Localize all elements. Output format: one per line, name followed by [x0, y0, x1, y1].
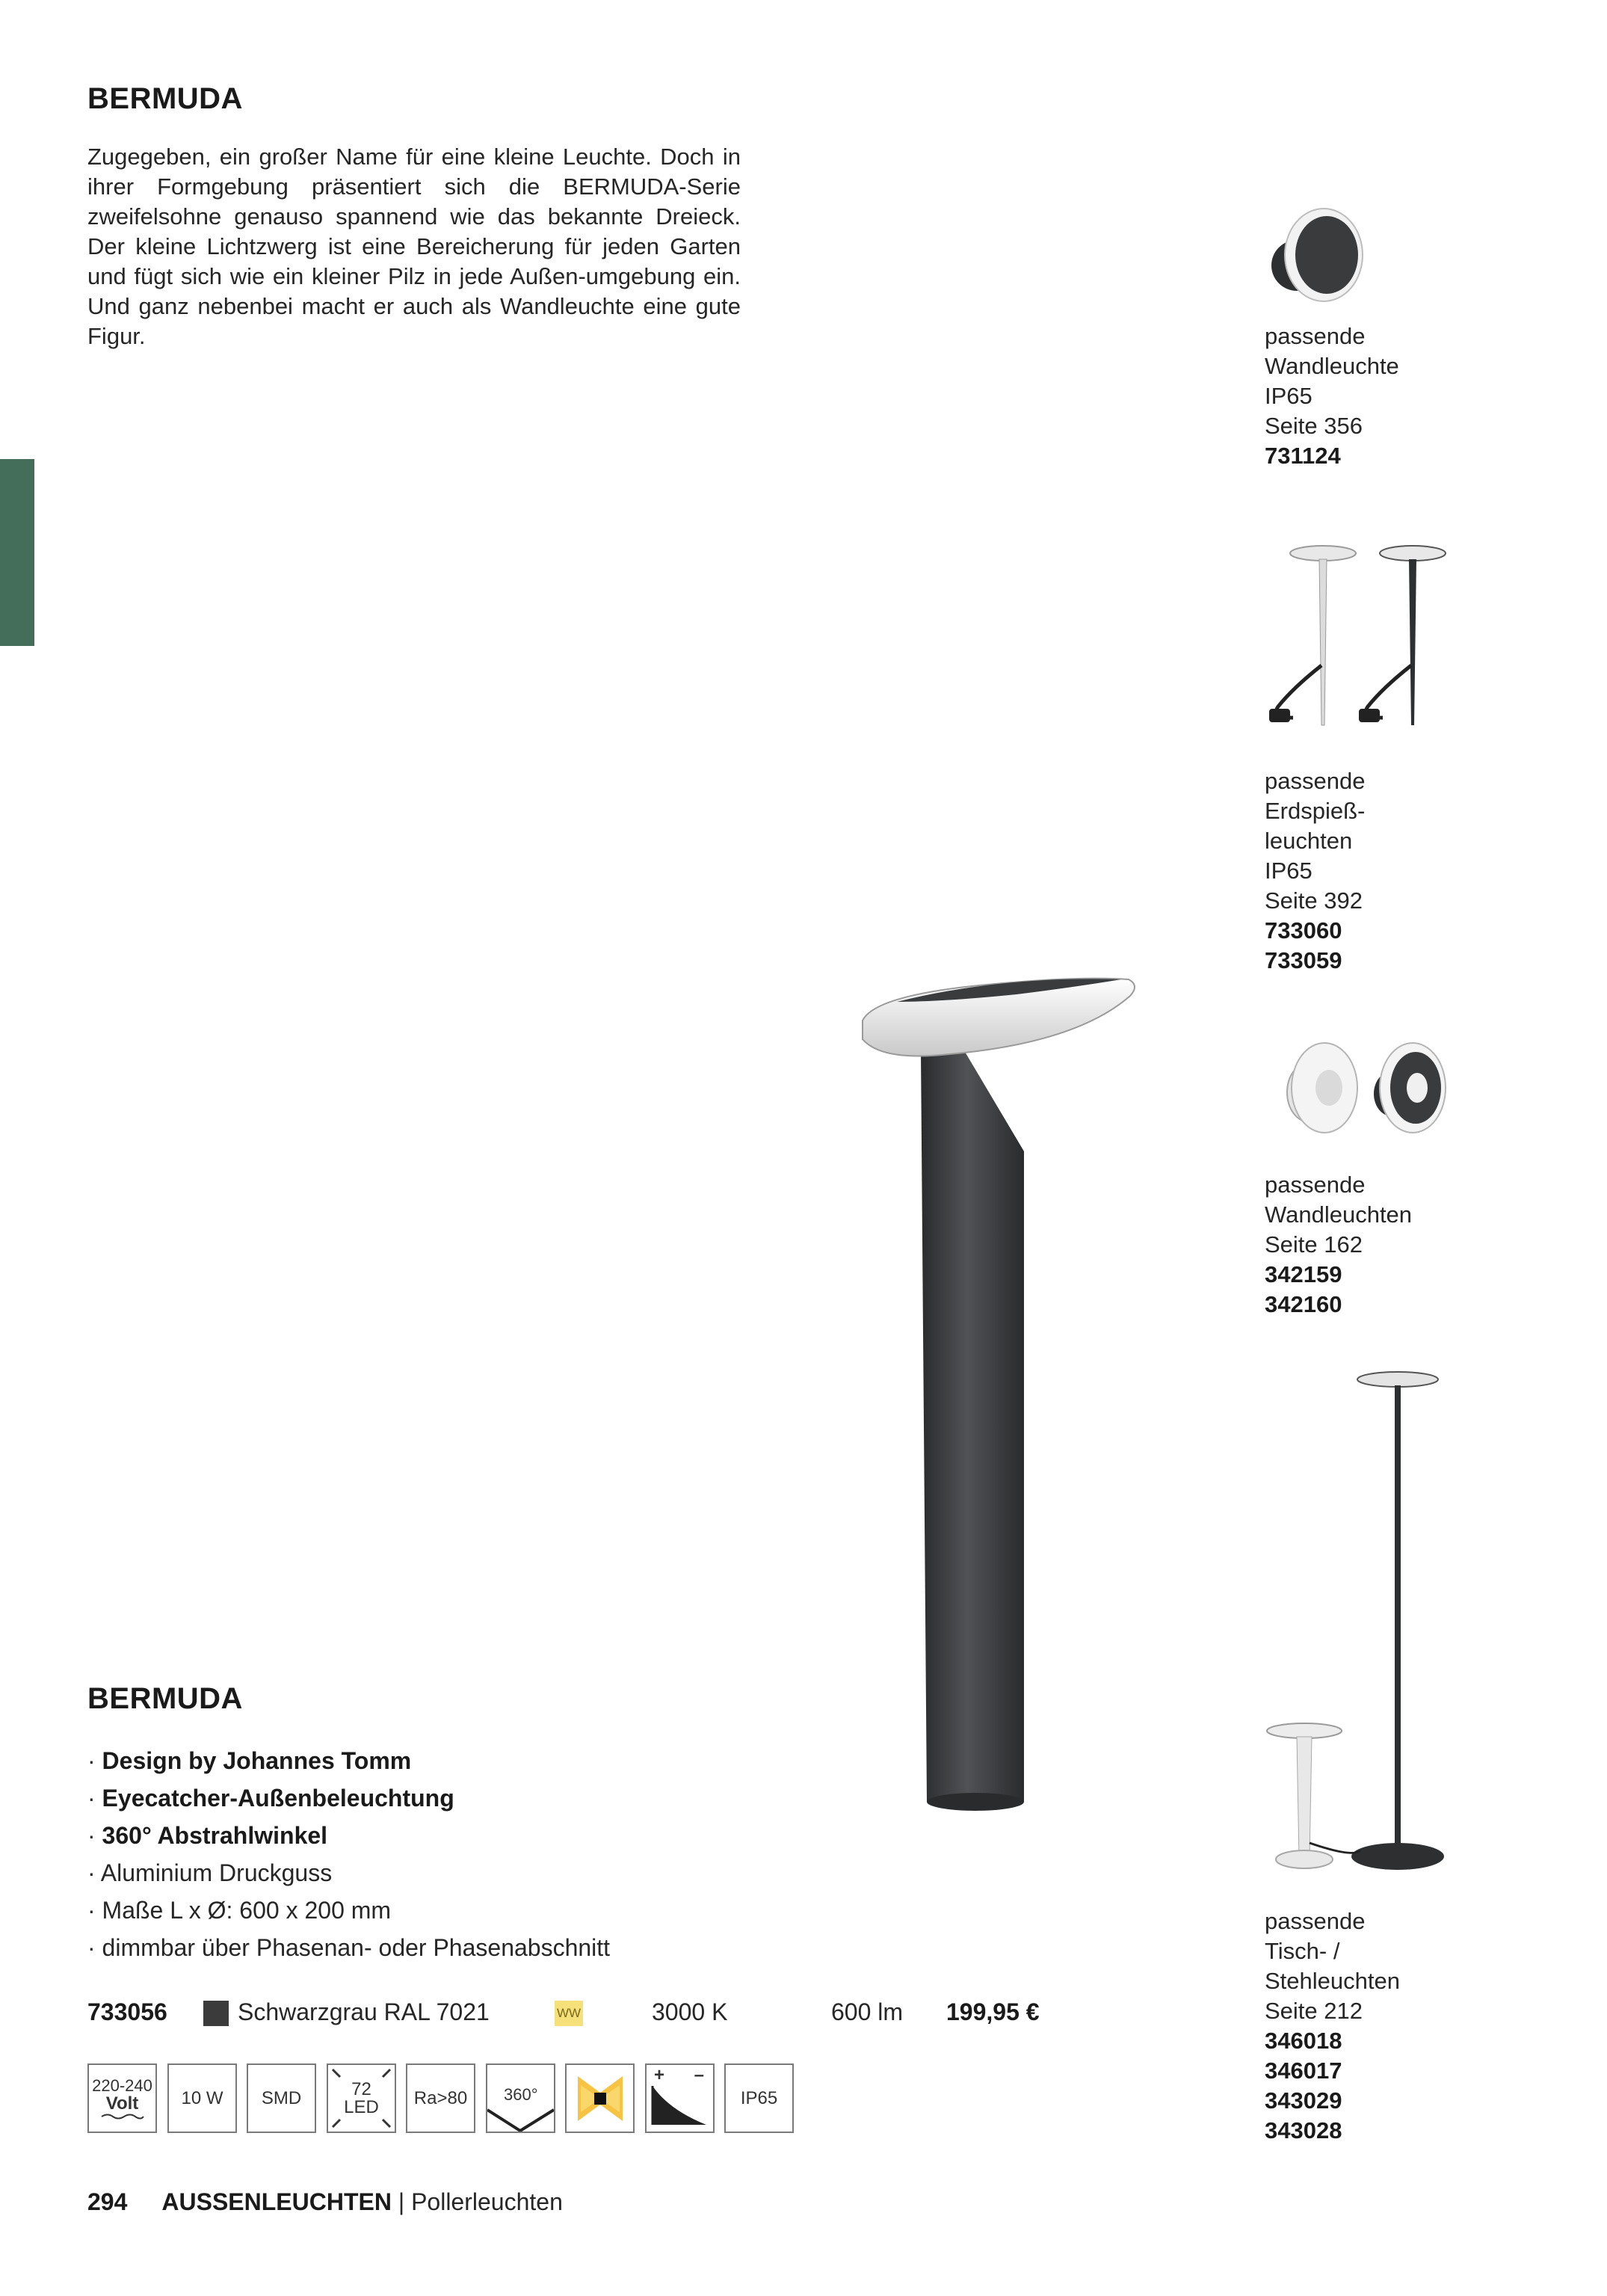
accessory-line: passende [1265, 1908, 1366, 1934]
accessory-article-number: 731124 [1265, 443, 1341, 469]
accessory-line: leuchten [1265, 828, 1353, 854]
warm-white-badge: WW [555, 2001, 583, 2026]
accessory-line: Seite 212 [1265, 1998, 1363, 2024]
feature-list [87, 1742, 610, 1966]
luminous-flux: 600 lm [831, 1998, 904, 2025]
accessory-line: Erdspieß- [1265, 798, 1366, 824]
table-floor-lights-image [1263, 1364, 1465, 1880]
accessory-table-floor-lights [1265, 1906, 1400, 2146]
accessory-line: Seite 162 [1265, 1231, 1363, 1258]
accessory-article-number: 733059 [1265, 947, 1342, 973]
accessory-article-number: 346017 [1265, 2058, 1342, 2084]
accessory-line: IP65 [1265, 383, 1313, 409]
beam-angle-icon: 360° [486, 2063, 555, 2133]
light-distribution-icon [565, 2063, 635, 2133]
accessory-line: Wandleuchte [1265, 353, 1399, 379]
wall-light-image [1267, 206, 1364, 307]
accessory-article-number: 342160 [1265, 1291, 1342, 1317]
led-count-icon: 72 LED [327, 2063, 396, 2133]
smd-icon: SMD [247, 2063, 316, 2133]
accessory-line: Seite 392 [1265, 887, 1363, 914]
accessory-wall-lights [1265, 1170, 1412, 1320]
wall-lights-pair-image [1271, 1035, 1450, 1140]
feature-item: · dimmbar über Phasenan- oder Phasenabschnitt [87, 1934, 611, 1961]
accessory-article-number: 343028 [1265, 2117, 1342, 2143]
accessory-line: passende [1265, 768, 1366, 794]
footer-separator: | [398, 2188, 405, 2215]
chapter-tab-marker [0, 459, 34, 646]
voltage-icon: 220-240 Volt [87, 2063, 157, 2133]
accessory-article-number: 343029 [1265, 2087, 1342, 2114]
accessory-wall-light [1265, 321, 1399, 471]
spec-row [0, 1993, 1084, 2031]
color-temperature: 3000 K [652, 1998, 728, 2025]
accessory-line: passende [1265, 1172, 1366, 1198]
accessory-line: Seite 356 [1265, 413, 1363, 439]
accessory-article-number: 342159 [1265, 1261, 1342, 1287]
accessory-line: IP65 [1265, 858, 1313, 884]
accessory-ground-spike-lights [1265, 766, 1365, 976]
feature-item: · Maße L x Ø: 600 x 200 mm [87, 1897, 392, 1924]
feature-item: · 360° Abstrahlwinkel [87, 1822, 328, 1849]
section-name: AUSSENLEUCHTEN [161, 2188, 392, 2215]
accessory-line: Stehleuchten [1265, 1968, 1400, 1994]
accessory-line: passende [1265, 323, 1366, 349]
ground-spike-lights-image [1263, 538, 1458, 740]
accessory-article-number: 733060 [1265, 917, 1342, 944]
page-number: 294 [87, 2188, 128, 2215]
price: 199,95 € [946, 1998, 1040, 2025]
wattage-icon: 10 W [167, 2063, 237, 2133]
bollard-light-image [852, 950, 1151, 1832]
color-rendering-icon: Ra>80 [406, 2063, 475, 2133]
ip-rating-icon: IP65 [724, 2063, 794, 2133]
accessory-line: Wandleuchten [1265, 1201, 1413, 1228]
color-name: Schwarzgrau RAL 7021 [238, 1998, 490, 2025]
subsection-name: Pollerleuchten [411, 2188, 563, 2215]
dimmable-icon: + – [645, 2063, 715, 2133]
feature-item: · Eyecatcher-Außenbeleuchtung [87, 1785, 454, 1812]
article-number: 733056 [87, 1998, 167, 2025]
feature-item: · Design by Johannes Tomm [87, 1747, 412, 1774]
color-swatch [203, 2001, 229, 2026]
product-title: BERMUDA [87, 1682, 243, 1715]
feature-item: · Aluminium Druckguss [87, 1859, 333, 1886]
intro-text: Zugegeben, ein großer Name für eine kleine Leuchte. Doch in ihrer Formgebung präsentiert sich die BERMUDA-Serie zweifelsohne genauso spannend wie das bekannte Dreieck. Der kleine Lichtzwerg ist eine Bereicherung für jeden Garten und fügt sich wie ein kleiner Pilz in jede Außen-umgebung ein. Und ganz nebenbei macht er auch als Wandleuchte eine gute Figur. [87, 144, 741, 349]
page-title: BERMUDA [87, 82, 243, 115]
accessory-line: Tisch- / [1265, 1938, 1340, 1964]
page-footer [87, 2187, 563, 2217]
accessory-article-number: 346018 [1265, 2028, 1342, 2054]
